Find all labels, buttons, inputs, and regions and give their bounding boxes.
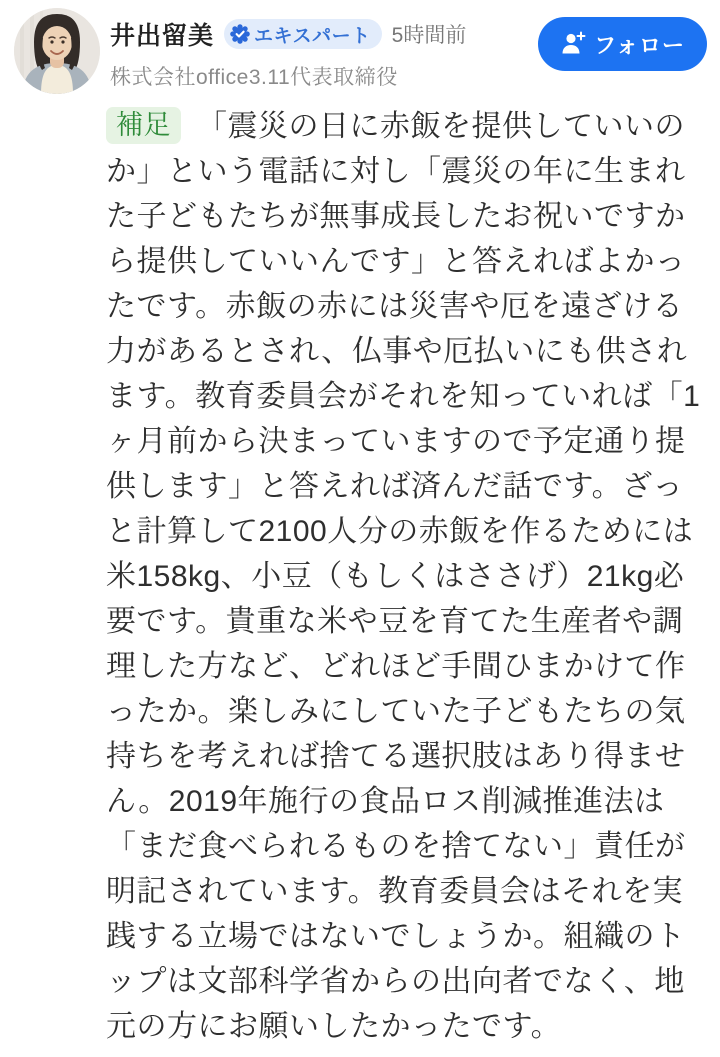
expert-badge [224, 19, 382, 49]
avatar[interactable] [14, 8, 100, 94]
author-title: 株式会社office3.11代表取締役 [110, 66, 398, 89]
author-name[interactable]: 井出留美 [110, 22, 215, 50]
comment-body [0, 96, 720, 1049]
avatar-illustration [14, 8, 100, 94]
author-block [110, 16, 540, 91]
timestamp: 5時間前 [391, 24, 467, 47]
follow-button-label: フォロー [594, 32, 685, 58]
expert-badge-label: エキスパート [254, 25, 371, 47]
person-add-icon [560, 31, 586, 57]
verified-seal-icon [230, 24, 250, 44]
comment-text-content: 「震災の日に赤飯を提供していいのか」という電話に対し「震災の年に生まれた子どもたちが無事成長したお祝いですから提供していいんです」と答えればよかったです。赤飯の赤には災害や厄を遠ざける力があるとされ、仏事や厄払いにも供されます。教育委員会がそれを知っていれば「1ヶ月前から決まっていますので予定通り提供します」と答えれば済んだ話です。ざっと計算して2100人分の赤飯を作るためには米158kg、小豆（もしくはささげ）21kg必要です。貴重な米や豆を育てた生産者や調理した方など、どれほど手間ひまかけて作ったか。楽しみにしていた子どもたちの気持ちを考えれば捨てる選択肢はあり得ません。2019年施行の食品ロス削減推進法は「まだ食べられるものを捨てない」責任が明記されています。教育委員会はそれを実践する立場ではないでしょうか。組織のトップは文部科学省からの出向者でなく、地元の方にお願いしたかったです。 [106, 110, 701, 1043]
supplement-tag: 補足 [106, 107, 181, 144]
comment-text [106, 104, 706, 1049]
follow-button[interactable] [538, 17, 707, 71]
comment-header [0, 0, 720, 96]
